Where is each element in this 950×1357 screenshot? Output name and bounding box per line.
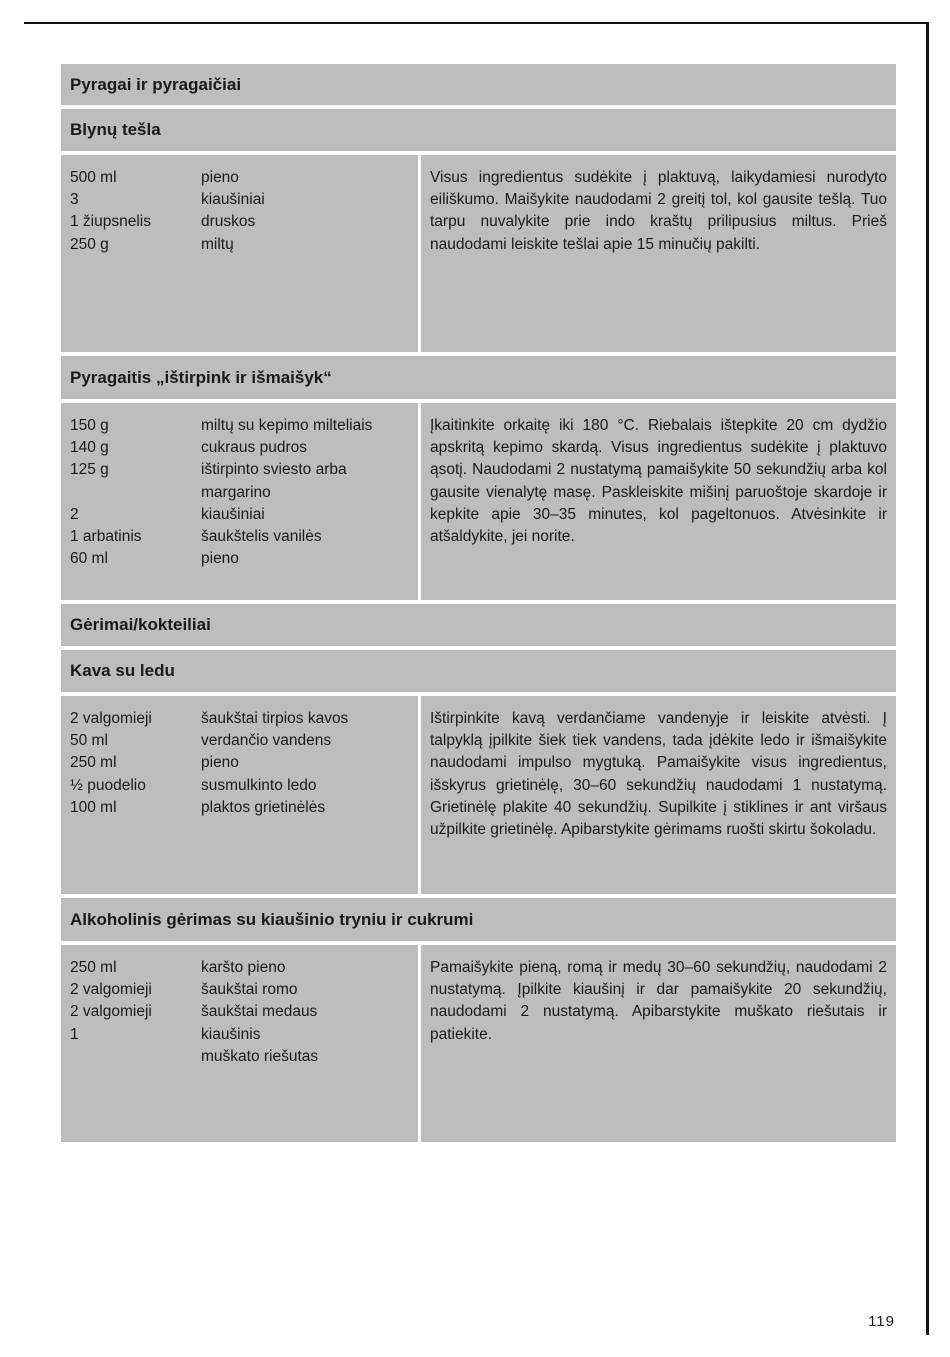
top-rule	[24, 22, 929, 24]
ingredient-name: šaukštelis vanilės	[201, 528, 322, 546]
ingredient-name: miltų su kepimo milteliais	[201, 417, 373, 434]
ingredient-quantity: 2	[70, 505, 79, 523]
ingredient-name: šaukštai tirpios kavos	[201, 710, 349, 727]
ingredient-line	[70, 1001, 409, 1023]
ingredient-name: cukraus pudros	[201, 439, 307, 457]
recipe-title-melt-and-mix-cake	[61, 356, 896, 399]
ingredient-line	[70, 437, 409, 459]
ingredient-line	[70, 957, 409, 979]
recipe-title-iced-coffee	[61, 650, 896, 692]
ingredients-cell	[61, 403, 418, 600]
ingredient-quantity: 150 g	[70, 417, 109, 434]
ingredient-line	[70, 189, 409, 211]
ingredient-line	[70, 752, 409, 774]
ingredient-quantity: 500 ml	[70, 169, 117, 186]
ingredient-quantity: 2 valgomieji	[70, 1003, 152, 1021]
ingredients-cell	[61, 696, 418, 894]
ingredients-cell	[61, 155, 418, 352]
ingredient-name: kiaušiniai	[201, 505, 265, 523]
ingredient-line	[70, 548, 409, 570]
recipe-row-iced-coffee	[61, 696, 896, 894]
ingredient-line	[70, 775, 409, 797]
ingredient-quantity: 2 valgomieji	[70, 710, 152, 727]
ingredient-name: plaktos grietinėlės	[201, 798, 326, 816]
recipe-title: Kava su ledu	[70, 661, 175, 680]
ingredient-line	[70, 526, 409, 548]
ingredient-line	[70, 459, 409, 503]
ingredient-line	[70, 167, 409, 189]
ingredient-quantity: 100 ml	[70, 798, 117, 816]
ingredient-quantity: 125 g	[70, 461, 109, 479]
instructions-cell: Ištirpinkite kavą verdančiame vandenyje ir leiskite atvėsti. Į talpyklą įpilkite šiek tiek vandens, tada įdėkite ledo ir išmaišykite naudodami impulso mygtuką. Pamaišykite visus ingredientus, išskyrus grietinėlę, 30–60 sekundžių naudodami 1 nustatymą. Grietinėlę plakite 40 sekundžių. Supilkite į stiklines ir ant viršaus užpilkite grietinėlę. Apibarstykite gėrimams ruošti skirtu šokoladu.	[421, 696, 896, 894]
ingredient-name: šaukštai romo	[201, 981, 298, 999]
recipe-row-melt-and-mix-cake	[61, 403, 896, 600]
ingredient-quantity: 1 arbatinis	[70, 528, 142, 546]
ingredient-quantity: 140 g	[70, 439, 109, 457]
ingredient-line	[70, 797, 409, 819]
ingredient-quantity: 60 ml	[70, 550, 108, 568]
ingredients-cell	[61, 945, 418, 1142]
ingredient-name: verdančio vandens	[201, 732, 332, 750]
ingredient-name: karšto pieno	[201, 959, 286, 976]
ingredient-line	[70, 504, 409, 526]
recipe-row-pancake-batter	[61, 155, 896, 352]
page-number: 119	[868, 1313, 895, 1330]
instructions-cell: Įkaitinkite orkaitę iki 180 °C. Riebalais ištepkite 20 cm dydžio apskritą kepimo skardą. Visus ingredientus sudėkite į plaktuvo ąsotį. Naudodami 2 nustatymą pamaišykite 50 sekundžių arba kol gausite vienalytę masę. Paskleiskite mišinį paruoštoje skardoje ir kepkite apie 30–35 minutes, kol pageltonuos. Atvėsinkite ir atšaldykite, jei norite.	[421, 403, 896, 600]
ingredient-quantity: 250 ml	[70, 754, 117, 772]
ingredient-quantity: 1	[70, 1025, 79, 1043]
ingredient-quantity: 250 g	[70, 235, 109, 253]
recipe-title: Pyragaitis „ištirpink ir išmaišyk“	[70, 367, 332, 387]
recipe-title: Alkoholinis gėrimas su kiaušinio tryniu ir cukrumi	[70, 909, 474, 929]
recipe-title-pancake-batter	[61, 109, 896, 151]
ingredient-quantity: 3	[70, 191, 79, 209]
ingredient-name: kiaušinis	[201, 1025, 261, 1043]
ingredient-quantity: 50 ml	[70, 732, 108, 750]
recipe-row-eggnog	[61, 945, 896, 1142]
instructions-cell: Visus ingredientus sudėkite į plaktuvą, laikydamiesi nurodyto eiliškumo. Maišykite naudodami 2 greitį tol, kol gausite tešlą. Tuo tarpu nuvalykite prie indo kraštų prilipusius miltus. Prieš naudodami leiskite tešlai apie 15 minučių pakilti.	[421, 155, 896, 352]
ingredient-quantity: 2 valgomieji	[70, 981, 152, 999]
section-header-drinks	[61, 604, 896, 646]
ingredient-name: pieno	[201, 169, 239, 186]
ingredient-line	[70, 1024, 409, 1046]
ingredient-name: miltų	[201, 235, 234, 253]
ingredient-line	[70, 211, 409, 233]
ingredient-line	[70, 730, 409, 752]
recipe-table	[61, 64, 896, 1146]
ingredient-quantity: 250 ml	[70, 959, 117, 976]
ingredient-quantity: ½ puodelio	[70, 776, 146, 794]
section-title: Pyragai ir pyragaičiai	[70, 74, 242, 94]
ingredient-quantity: 1 žiupsnelis	[70, 213, 151, 231]
ingredient-name: susmulkinto ledo	[201, 776, 317, 794]
ingredient-name: ištirpinto sviesto arba margarino	[201, 461, 347, 501]
instructions-cell: Pamaišykite pieną, romą ir medų 30–60 sekundžių, naudodami 2 nustatymą. Įpilkite kiaušinį ir dar pamaišykite 20 sekundžių, naudodami 2 nustatymą. Apibarstykite muškato riešutais ir patiekite.	[421, 945, 896, 1142]
ingredient-line	[70, 234, 409, 256]
section-title: Gėrimai/kokteiliai	[70, 615, 211, 634]
ingredient-name: muškato riešutas	[201, 1047, 319, 1065]
recipe-title-eggnog	[61, 898, 896, 941]
ingredient-quantity	[70, 1046, 201, 1068]
ingredient-line	[70, 1046, 409, 1068]
ingredient-name: kiaušiniai	[201, 191, 265, 209]
recipe-title: Blynų tešla	[70, 120, 161, 139]
ingredient-name: druskos	[201, 213, 256, 231]
right-rule	[926, 22, 929, 1335]
ingredient-name: pieno	[201, 754, 239, 772]
ingredient-line	[70, 415, 409, 437]
ingredient-name: šaukštai medaus	[201, 1003, 318, 1021]
section-header-cakes	[61, 64, 896, 105]
ingredient-line	[70, 708, 409, 730]
ingredient-name: pieno	[201, 550, 239, 568]
ingredient-line	[70, 979, 409, 1001]
